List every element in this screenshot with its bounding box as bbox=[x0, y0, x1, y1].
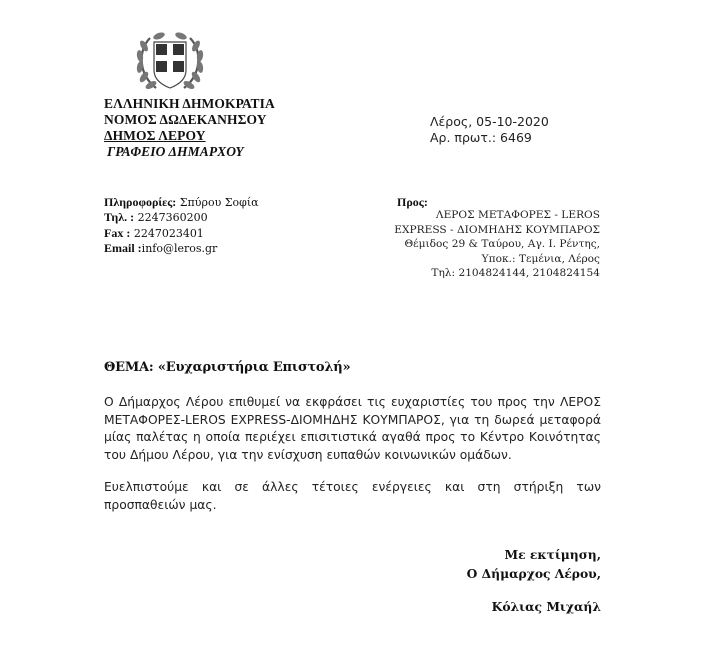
body-paragraph-1: Ο Δήμαρχος Λέρου επιθυμεί να εκφράσει τις ευχαριστίες του προς την ΛΕΡΟΣ ΜΕΤΑΦΟΡΕΣ-LEROS EXPRESS-ΔΙΟΜΗΔΗΣ ΚΟΥΜΠΑΡΟΣ, για τη δωρεά μεταφορά μίας παλέτας η οποία περιέχει επισιτιστικά αγαθά προς το Κέντρο Κοινότητας του Δήμου Λέρου, για την ενίσχυση ευπαθών κοινωνικών ομάδων. bbox=[104, 395, 601, 462]
recipient-label: Προς: bbox=[397, 195, 428, 209]
place-date: Λέρος, 05-10-2020 bbox=[430, 114, 549, 129]
fax-label: Fax : bbox=[104, 225, 131, 240]
recipient-line: EXPRESS - ΔΙΟΜΗΔΗΣ ΚΟΥΜΠΑΡΟΣ bbox=[394, 223, 600, 236]
recipient-line: Τηλ: 2104824144, 2104824154 bbox=[431, 267, 600, 279]
contact-person-row bbox=[104, 195, 259, 210]
greek-coat-of-arms-icon bbox=[134, 30, 206, 96]
tel-value: 2247360200 bbox=[134, 211, 208, 225]
signer-title: Ο Δήμαρχος Λέρου, bbox=[466, 566, 601, 581]
letterhead-country: ΕΛΛΗΝΙΚΗ ΔΗΜΟΚΡΑΤΙΑ bbox=[104, 96, 275, 111]
recipient-address bbox=[394, 208, 600, 281]
coat-of-arms-emblem bbox=[134, 30, 206, 96]
info-label: Πληροφορίες: bbox=[104, 195, 177, 209]
email-row bbox=[104, 241, 259, 256]
tel-row bbox=[104, 210, 259, 225]
recipient-line: Υποκ.: Τεμένια, Λέρος bbox=[481, 252, 600, 265]
recipient-line: ΛΕΡΟΣ ΜΕΤΑΦΟΡΕΣ - LEROS bbox=[435, 209, 600, 221]
info-value: Σπύρου Σοφία bbox=[179, 196, 259, 209]
letterhead bbox=[104, 96, 275, 160]
tel-label: Τηλ. : bbox=[104, 210, 135, 225]
body-paragraph-2: Ευελπιστούμε και σε άλλες τέτοιες ενέργειες και στη στήριξη των προσπαθειών μας. bbox=[104, 480, 601, 512]
recipient-line: Θέμιδος 29 & Ταύρου, Αγ. Ι. Ρέντης, bbox=[404, 238, 600, 250]
signature-block bbox=[467, 545, 601, 583]
letterhead-prefecture: ΝΟΜΟΣ ΔΩΔΕΚΑΝΗΣΟΥ bbox=[104, 112, 267, 127]
email-label: Email : bbox=[104, 240, 142, 255]
fax-value: 2247023401 bbox=[130, 226, 204, 240]
letter-meta bbox=[430, 114, 549, 146]
email-value: info@leros.gr bbox=[141, 241, 218, 255]
signer-name: Κόλιας Μιχαήλ bbox=[491, 599, 601, 614]
contact-info bbox=[104, 195, 259, 256]
subject-line: ΘΕΜΑ: «Ευχαριστήρια Επιστολή» bbox=[104, 360, 351, 375]
fax-row bbox=[104, 226, 259, 241]
letterhead-office: ΓΡΑΦΕΙΟ ΔΗΜΑΡΧΟΥ bbox=[107, 144, 244, 159]
letterhead-municipality: ΔΗΜΟΣ ΛΕΡΟΥ bbox=[104, 128, 206, 143]
protocol-number: Αρ. πρωτ.: 6469 bbox=[430, 130, 532, 145]
closing: Με εκτίμηση, bbox=[504, 547, 601, 562]
